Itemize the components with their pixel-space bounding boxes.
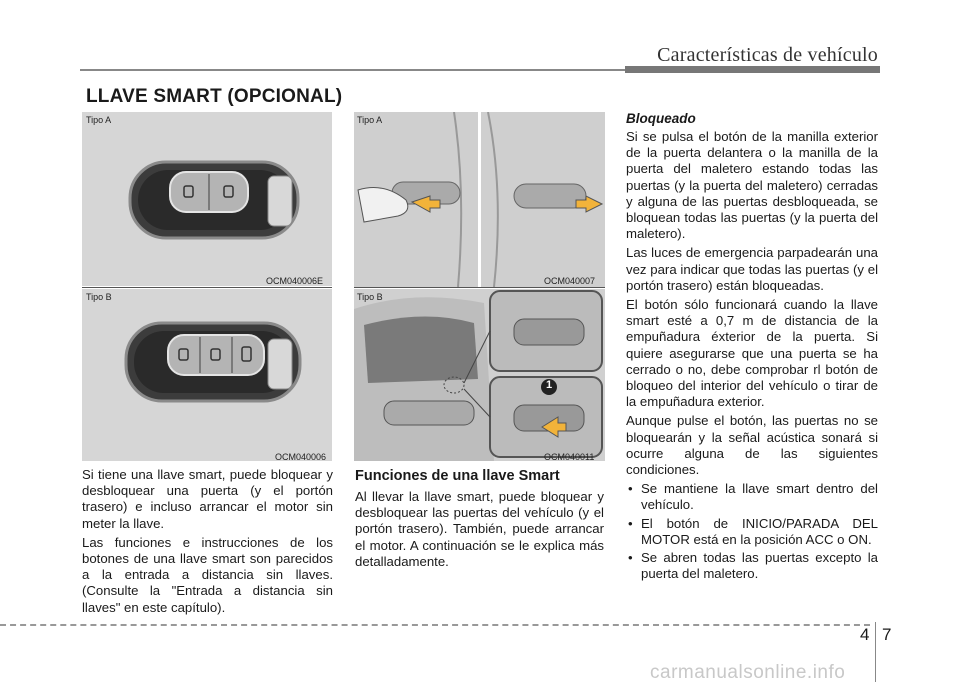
figure-code: OCM040006	[275, 452, 327, 462]
right-body-text	[626, 129, 878, 584]
list-item: • Se abren todas las puertas excepto la puerta del maletero.	[626, 550, 878, 582]
conditions-list	[626, 481, 878, 582]
page-title: LLAVE SMART (OPCIONAL)	[86, 86, 343, 107]
door-figure-b	[354, 289, 605, 461]
list-item: • Se mantiene la llave smart dentro del vehículo.	[626, 481, 878, 513]
subheading-italic: Bloqueado	[626, 111, 696, 126]
figure-label: Tipo B	[86, 292, 112, 302]
figure-divider	[82, 287, 332, 288]
figure-label: Tipo A	[86, 115, 112, 125]
figure-code: OCM040006E	[266, 276, 324, 286]
subheading: Funciones de una llave Smart	[355, 468, 560, 484]
chapter-number: 4	[860, 625, 870, 644]
middle-body-text	[355, 489, 604, 573]
paragraph: Si tiene una llave smart, puede bloquear y desbloquear una puerta (y el portón trasero) e incluso arrancar el motor sin meter la llave.	[82, 467, 333, 531]
tailgate-handle-b-illustration	[354, 289, 605, 461]
door-handle-a-illustration	[354, 112, 605, 287]
footer-divider	[875, 622, 876, 682]
figure-label: Tipo B	[357, 292, 383, 302]
key-figure-b	[82, 289, 332, 461]
figure-divider	[354, 287, 605, 288]
paragraph: Si se pulsa el botón de la manilla exterior de la puerta delantera o la manilla de la puerta del maletero estando todas las puertas (y la puerta del maletero) cerradas y alguna de las puertas desbloqueada, se bloquean todas las puertas (y la puerta del maletero).	[626, 129, 878, 242]
key-figure-a	[82, 112, 332, 286]
watermark: carmanualsonline.info	[650, 662, 846, 683]
paragraph: Al llevar la llave smart, puede bloquear y desbloquear las puertas del vehículo (y el portón trasero). También, puede arrancar el motor. A continuación se le explica más detalladamente.	[355, 489, 604, 569]
smart-key-b-illustration	[82, 289, 332, 461]
list-item: • El botón de INICIO/PARADA DEL MOTOR está en la posición ACC o ON.	[626, 516, 878, 548]
header-bar	[625, 66, 880, 73]
left-body-text	[82, 467, 333, 619]
figure-code: OCM040007	[544, 276, 596, 286]
paragraph: Aunque pulse el botón, las puertas no se bloquearán y la señal acústica sonará si ocurre alguna de las siguientes condiciones.	[626, 413, 878, 478]
smart-key-a-illustration	[82, 112, 332, 286]
paragraph: Las funciones e instrucciones de los botones de una llave smart son parecidos a la entrada a distancia sin llaves. (Consulte la "Entrada a distancia sin llaves" en este capítulo).	[82, 534, 333, 615]
paragraph: Las luces de emergencia parpadearán una vez para indicar que todas las puertas (y el portón trasero) están bloqueadas.	[626, 245, 878, 293]
door-figure-a	[354, 112, 605, 287]
figure-code: OCM040011	[544, 452, 595, 462]
section-header-title: Características de vehículo	[657, 44, 878, 66]
callout-number: 1	[545, 379, 553, 391]
header-rule	[80, 69, 625, 71]
paragraph: El botón sólo funcionará cuando la llave smart esté a 0,7 m de distancia de la empuñadura éxterior de la puerta. Si quiere asegurarse que una puerta se ha cerrado o no, debe comprobar rl botón de bloqueo del interior del vehículo o tirar de la empuñadura exterior.	[626, 297, 878, 410]
footer-rule	[0, 624, 870, 626]
page-number: 7	[882, 625, 892, 644]
figure-label: Tipo A	[357, 115, 383, 125]
